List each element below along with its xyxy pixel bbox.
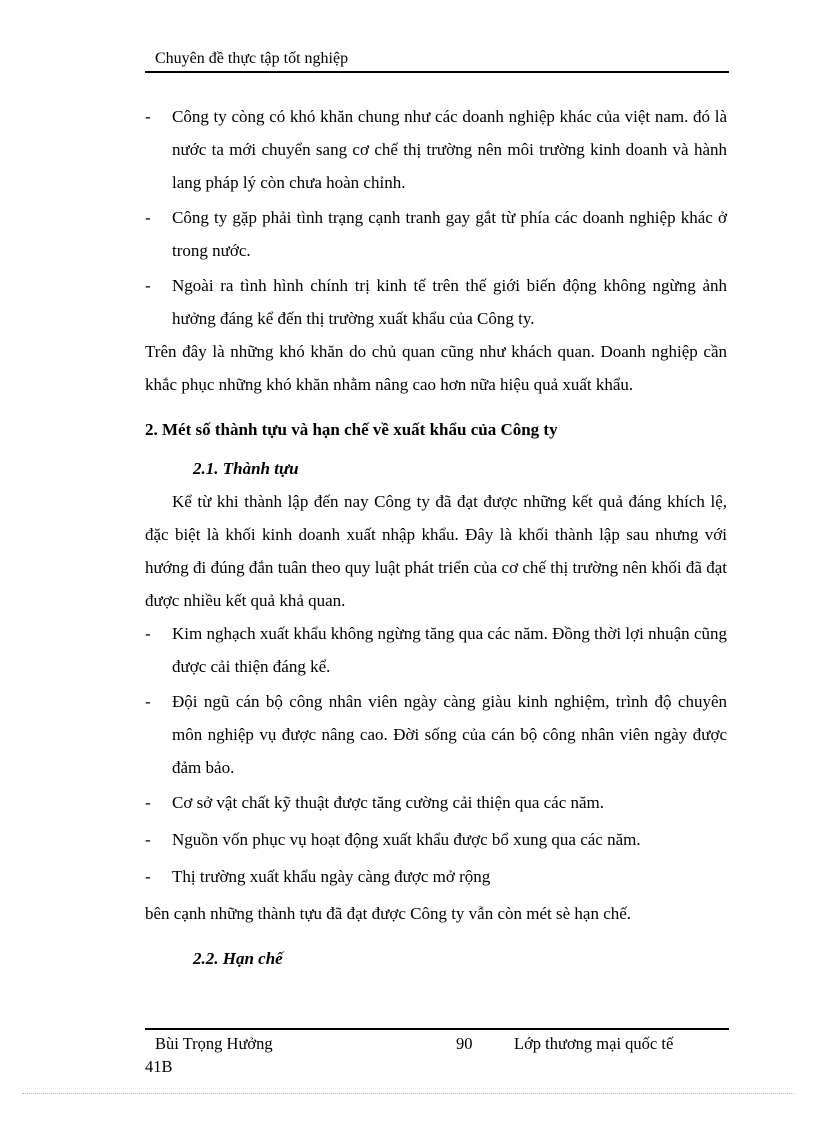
list-item-text: Công ty gặp phải tình trạng cạnh tranh gay gắt từ phía các doanh nghiệp khác ở trong nước. xyxy=(172,208,727,260)
list-item-text: Kim nghạch xuất khẩu không ngừng tăng qua các năm. Đồng thời lợi nhuận cũng được cải thiện đáng kể. xyxy=(172,624,727,676)
list-item xyxy=(145,823,727,856)
list-item xyxy=(145,860,727,893)
bullet-dash: - xyxy=(145,208,151,227)
running-header: Chuyên đề thực tập tốt nghiệp xyxy=(155,50,349,67)
bullet-dash: - xyxy=(145,276,151,295)
bullet-dash: - xyxy=(145,624,151,643)
list-item-text: Nguồn vốn phục vụ hoạt động xuất khẩu được bổ xung qua các năm. xyxy=(172,830,641,849)
list-item xyxy=(145,201,727,267)
closing-paragraph: bên cạnh những thành tựu đã đạt được Công ty vẫn còn mét sè hạn chế. xyxy=(145,904,632,923)
page-edge-dotted-line xyxy=(22,1093,794,1094)
header-divider xyxy=(145,71,729,73)
page-number: 90 xyxy=(456,1034,473,1053)
list-item xyxy=(145,617,727,683)
bullet-dash: - xyxy=(145,692,151,711)
achievements-intro: Kể từ khi thành lập đến nay Công ty đã đạt được những kết quả đáng khích lệ, đặc biệt là khối kinh doanh xuất nhập khẩu. Đây là khối thành lập sau nhưng với hướng đi đúng đắn tuân theo quy luật phát triển của cơ chế thị trường nên khối đã đạt được nhiều kết quả khả quan. xyxy=(145,492,727,610)
list-item xyxy=(145,100,727,199)
list-item-text: Công ty còng có khó khăn chung như các doanh nghiệp khác của việt nam. đó là nước ta mới chuyển sang cơ chế thị trường nên môi trường kinh doanh và hành lang pháp lý còn chưa hoàn chỉnh. xyxy=(172,107,727,192)
footer-class-line2: 41B xyxy=(145,1057,173,1076)
footer-class-line1: Lớp thương mại quốc tế xyxy=(514,1034,674,1053)
bullet-dash: - xyxy=(145,793,151,812)
subsection-heading-achievements: 2.1. Thành tựu xyxy=(193,459,299,478)
list-item xyxy=(145,269,727,335)
subsection-heading-limitations: 2.2. Hạn chế xyxy=(193,949,283,968)
list-item xyxy=(145,685,727,784)
bullet-dash: - xyxy=(145,830,151,849)
footer-author: Bùi Trọng Hưởng xyxy=(155,1034,273,1053)
section-heading: 2. Mét số thành tựu và hạn chế về xuất khẩu của Công ty xyxy=(145,420,558,439)
list-item xyxy=(145,786,727,819)
list-item-text: Cơ sở vật chất kỹ thuật được tăng cường cải thiện qua các năm. xyxy=(172,793,605,812)
list-item-text: Ngoài ra tình hình chính trị kinh tế trên thế giới biến động không ngừng ảnh hưởng đáng kể đến thị trường xuất khẩu của Công ty. xyxy=(172,276,727,328)
bullet-dash: - xyxy=(145,107,151,126)
list-item-text: Thị trường xuất khẩu ngày càng được mở rộng xyxy=(172,867,491,886)
list-item-text: Đội ngũ cán bộ công nhân viên ngày càng giàu kinh nghiệm, trình độ chuyên môn nghiệp vụ được nâng cao. Đời sống của cán bộ công nhân viên ngày được đảm bảo. xyxy=(172,692,727,777)
bullet-dash: - xyxy=(145,867,151,886)
page-body xyxy=(145,100,727,975)
footer-divider xyxy=(145,1028,729,1030)
summary-paragraph: Trên đây là những khó khăn do chủ quan cũng như khách quan. Doanh nghiệp cần khắc phục những khó khăn nhằm nâng cao hơn nữa hiệu quả xuất khẩu. xyxy=(145,342,727,394)
